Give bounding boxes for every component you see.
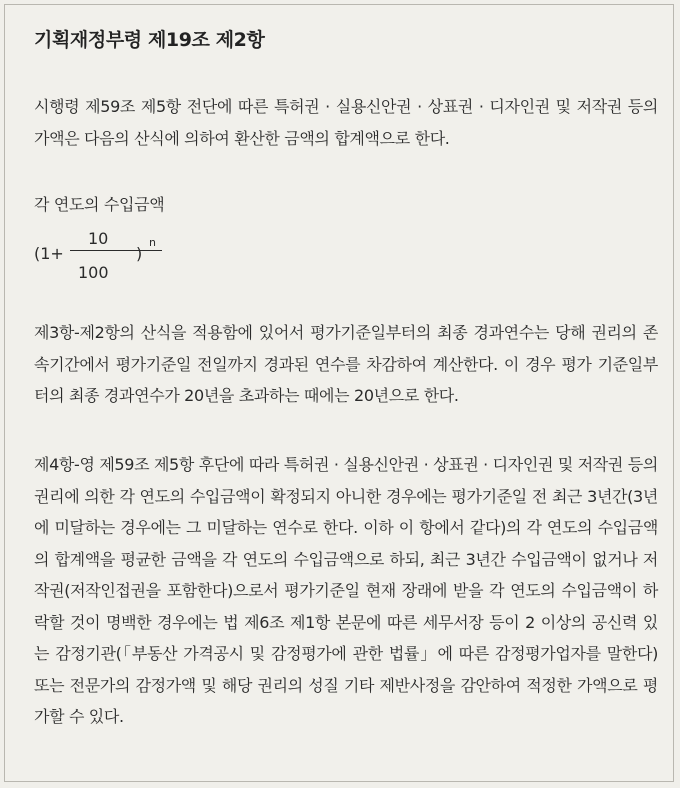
formula-close: ) (136, 244, 143, 263)
fraction-bar (70, 250, 162, 251)
document-box (4, 4, 674, 782)
document-title: 기획재정부령 제19조 제2항 (34, 29, 265, 51)
paragraph-clause-4: 제4항-영 제59조 제5항 후단에 따라 특허권 · 실용신안권 · 상표권 · 디자인권 및 저작권 등의 권리에 의한 각 연도의 수입금액이 확정되지 아니한 경우에는 평가기준일 전 최근 3년간(3년에 미달하는 경우에는 그 미달하는 연수로 한다. 이하 이 항에서 같다)의 각 연도의 수입금액의 합계액을 평균한 금액을 각 연도의 수입금액으로 하되, 최근 3년간 수입금액이 없거나 저작권(저작인접권을 포함한다)으로서 평가기준일 현재 장래에 받을 각 연도의 수입금액이 하락할 것이 명백한 경우에는 법 제6조 제1항 본문에 따른 세무서장 등이 2 이상의 공신력 있는 감정기관(「부동산 가격공시 및 감정평가에 관한 법률」에 따른 감정평가업자를 말한다) 또는 전문가의 감정가액 및 해당 권리의 성질 기타 제반사정을 감안하여 적정한 가액으로 평가할 수 있다. (34, 455, 658, 726)
formula-numerator: 10 (88, 229, 109, 248)
formula-open: (1+ (34, 244, 64, 263)
formula-label: 각 연도의 수입금액 (34, 195, 165, 214)
formula (34, 229, 234, 289)
formula-exponent: n (149, 236, 156, 249)
paragraph-clause-3: 제3항-제2항의 산식을 적용함에 있어서 평가기준일부터의 최종 경과연수는 당해 권리의 존속기간에서 평가기준일 전일까지 경과된 연수를 차감하여 계산한다. 이 경우 평가 기준일부터의 최종 경과연수가 20년을 초과하는 때에는 20년으로 한다. (34, 323, 658, 405)
paragraph-intro: 시행령 제59조 제5항 전단에 따른 특허권 · 실용신안권 · 상표권 · 디자인권 및 저작권 등의 가액은 다음의 산식에 의하여 환산한 금액의 합계액으로 한다. (34, 97, 658, 148)
formula-denominator: 100 (78, 263, 109, 282)
